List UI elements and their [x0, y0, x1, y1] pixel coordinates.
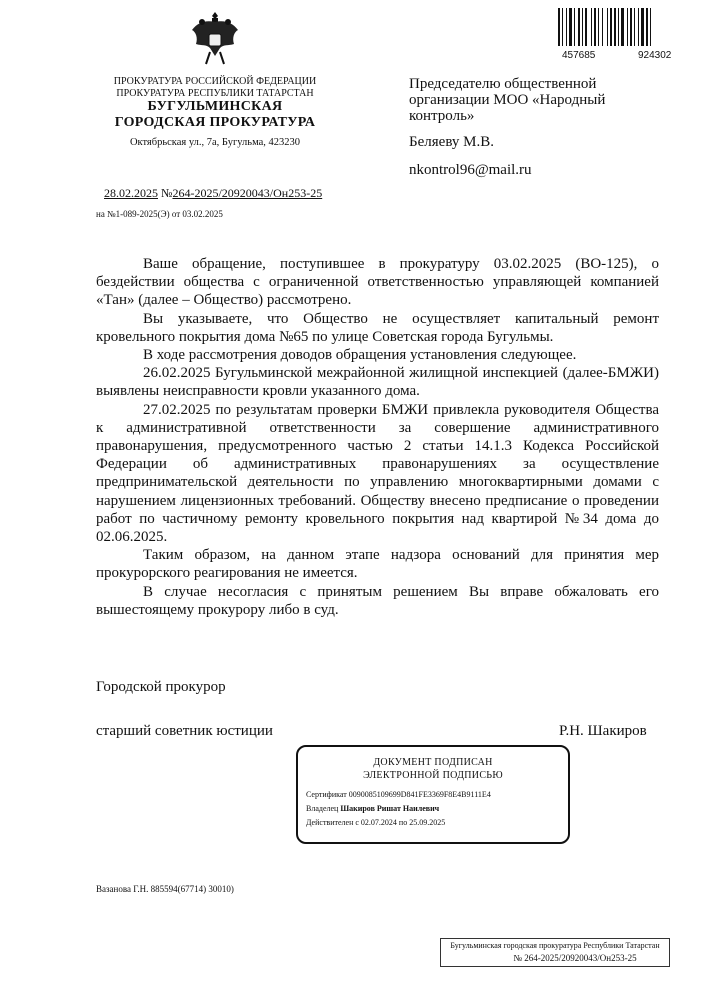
recipient-block	[409, 76, 669, 178]
barcode-bar	[602, 8, 603, 46]
electronic-signature-stamp	[296, 745, 570, 844]
recipient-email[interactable]: nkontrol96@mail.ru	[409, 162, 532, 179]
barcode-bar	[634, 8, 635, 46]
paragraph: В ходе рассмотрения доводов обращения установления следующее.	[143, 347, 577, 364]
org-line-1: ПРОКУРАТУРА РОССИЙСКОЙ ФЕДЕРАЦИИ	[113, 76, 317, 87]
recipient-title: Председателю общественной организации МОО «Народный контроль»	[409, 76, 606, 125]
barcode-bar	[630, 8, 632, 46]
stamp-title-2: ЭЛЕКТРОННОЙ ПОДПИСЬЮ	[363, 770, 503, 781]
cert-value: 0090085109699D841FE3369F8E4B9111E4	[348, 790, 491, 799]
outgoing-number	[104, 186, 322, 201]
barcode-bar	[566, 8, 567, 46]
org-address: Октябрьская ул., 7а, Бугульма, 423230	[129, 137, 301, 149]
footer-number: 264-2025/20920043/Он253-25	[524, 952, 637, 963]
outgoing-reg-number: 264-2025/20920043/Он253-25	[172, 186, 323, 200]
barcode-bar	[627, 8, 628, 46]
organization-header	[96, 76, 334, 149]
valid-to: 25.09.2025	[409, 818, 446, 827]
barcode-bar	[578, 8, 580, 46]
paragraph: 27.02.2025 по результатам проверки БМЖИ привлекла руководителя Общества к административной ответственности за совершение административного правонарушения, предусмотренного частью 2 статьи 14.1.3 Кодекса Российской Федерации об административных правонарушениях за осуществление предпринимательской деятельности по управлению многоквартирными домами с нарушением лицензионных требований. Обществу внесено предписание о проведении работ по частичному ремонту кровельного покрытия над квартирой №34 дома до 02.06.2025.	[96, 401, 659, 546]
signer-rank: старший советник юстиции	[96, 723, 273, 739]
barcode-bar	[594, 8, 596, 46]
cert-label: Сертификат	[306, 790, 347, 799]
outgoing-date: 28.02.2025	[104, 186, 158, 200]
valid-to-label: по	[398, 818, 408, 827]
barcode-bar	[574, 8, 575, 46]
letter-body	[96, 255, 659, 619]
org-line-2: ПРОКУРАТУРА РЕСПУБЛИКИ ТАТАРСТАН	[116, 87, 314, 99]
coat-of-arms-emblem	[188, 8, 242, 70]
barcode-bar	[618, 8, 619, 46]
stamp-title-1: ДОКУМЕНТ ПОДПИСАН	[373, 757, 493, 768]
barcode-bar	[641, 8, 644, 46]
barcode-bar	[585, 8, 587, 46]
number-sign: №	[161, 186, 173, 200]
barcode	[556, 8, 694, 61]
paragraph: 26.02.2025 Бугульминской межрайонной жилищной инспекцией (далее-БМЖИ) выявлены неисправности кровли указанного дома.	[96, 365, 659, 400]
barcode-number-right: 924302	[638, 50, 672, 61]
paragraph: В случае несогласия с принятым решением Вы вправе обжаловать его вышестоящему прокурору либо в суд.	[96, 583, 659, 618]
barcode-bar	[582, 8, 583, 46]
valid-label: Действителен с	[306, 818, 359, 827]
registration-footer-box	[440, 938, 670, 967]
barcode-bar	[598, 8, 599, 46]
barcode-bar	[562, 8, 563, 46]
barcode-bar	[607, 8, 608, 46]
barcode-bar	[591, 8, 592, 46]
barcode-bar	[650, 8, 651, 46]
recipient-name: Беляеву М.В.	[409, 134, 494, 151]
owner-label: Владелец	[306, 804, 339, 813]
reference-number: на №1-089-2025(Э) от 03.02.2025	[96, 209, 223, 219]
barcode-bar	[638, 8, 639, 46]
barcode-number-left: 457685	[562, 50, 596, 61]
barcode-bar	[569, 8, 572, 46]
signer-position: Городской прокурор	[96, 679, 226, 695]
barcode-bar	[646, 8, 648, 46]
owner-value: Шакиров Ришат Наилевич	[340, 804, 440, 813]
barcode-bar	[614, 8, 616, 46]
org-line-3: БУГУЛЬМИНСКАЯ	[147, 99, 283, 114]
barcode-bar	[621, 8, 624, 46]
barcode-bars	[556, 8, 694, 50]
barcode-bar	[558, 8, 560, 46]
org-line-4: ГОРОДСКАЯ ПРОКУРАТУРА	[114, 115, 316, 131]
signer-name: Р.Н. Шакиров	[559, 723, 647, 739]
valid-from: 02.07.2024	[360, 818, 397, 827]
barcode-bar	[610, 8, 612, 46]
paragraph: Таким образом, на данном этапе надзора оснований для принятия мер прокурорского реагирования не имеется.	[96, 547, 659, 582]
paragraph: Вы указываете, что Общество не осуществляет капитальный ремонт кровельного покрытия дома №65 по улице Советская города Бугульмы.	[96, 310, 659, 345]
paragraph: Ваше обращение, поступившее в прокуратуру 03.02.2025 (ВО-125), о бездействии общества с ограниченной ответственностью управляющей компанией «Тан» (далее – Общество) рассмотрено.	[96, 256, 659, 309]
footer-number-sign: №	[513, 952, 523, 963]
executor-info: Вазанова Г.Н. 885594(67714) 30010)	[96, 884, 234, 894]
footer-org: Бугульминская городская прокуратура Республики Татарстан	[450, 941, 660, 950]
